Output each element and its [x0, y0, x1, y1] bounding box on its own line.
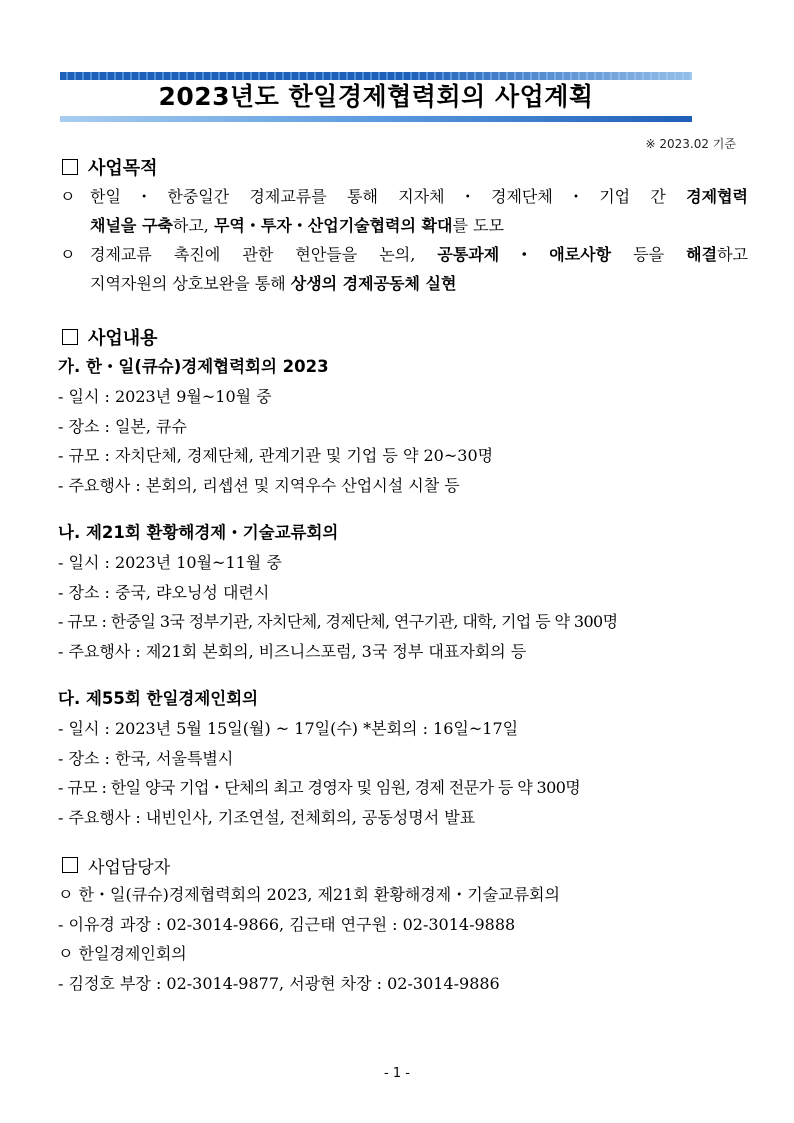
event-detail-line: - 주요행사 : 내빈인사, 기조연설, 전체회의, 공동성명서 발표	[58, 807, 476, 827]
event-title: 다. 제55회 한일경제인회의	[58, 689, 259, 708]
section-content-heading: 사업내용	[58, 322, 748, 352]
event-detail-line: - 일시 : 2023년 9월~10월 중	[58, 387, 272, 406]
contact-line: - 김정호 부장 : 02-3014-9877, 서광현 차장 : 02-3014-9886	[58, 973, 500, 993]
title-top-bar	[60, 72, 692, 80]
contact-line: ㅇ 한일경제인회의	[58, 944, 187, 963]
event-title: 가. 한・일(큐슈)경제협력회의 2023	[58, 357, 329, 376]
basis-date: ※ 2023.02 기준	[645, 137, 736, 151]
event-title: 나. 제21회 환황해경제・기술교류회의	[58, 523, 339, 542]
bullet-circle-icon: ㅇ	[60, 245, 76, 264]
title-bottom-bar	[60, 116, 692, 122]
event-na	[58, 518, 748, 666]
event-detail-line: - 일시 : 2023년 10월~11월 중	[58, 553, 282, 572]
checkbox-square-icon	[62, 159, 78, 175]
event-da	[58, 684, 748, 832]
section-purpose-heading: 사업목적	[58, 152, 748, 182]
document-body	[58, 152, 748, 998]
purpose-bullet-2-line-1: 경제교류 촉진에 관한 현안들을 논의, 공통과제・애로사항 등을 해결하고	[90, 245, 749, 264]
contact-line: - 이유경 과장 : 02-3014-9866, 김근태 연구원 : 02-3014-9888	[58, 914, 516, 934]
event-detail-line: - 장소 : 일본, 큐슈	[58, 416, 187, 436]
event-detail-line: - 일시 : 2023년 5월 15일(월) ~ 17일(수) *본회의 : 16일~17일	[58, 719, 519, 738]
bullet-circle-icon: ㅇ	[60, 187, 76, 206]
purpose-bullet-1-line-2: 채널을 구축하고, 무역・투자・산업기술협력의 확대를 도모	[90, 216, 504, 235]
event-detail-line: - 주요행사 : 본회의, 리셉션 및 지역우수 산업시설 시찰 등	[58, 475, 460, 495]
purpose-bullet-1	[58, 182, 748, 240]
section-contacts-heading: 사업담당자	[58, 850, 748, 880]
purpose-bullet-1-line-1: 한일・한중일간 경제교류를 통해 지자체・경제단체・기업 간 경제협력	[90, 187, 748, 206]
event-ga	[58, 352, 748, 500]
event-detail-line: - 규모 : 한일 양국 기업・단체의 최고 경영자 및 임원, 경제 전문가 등 약 300명	[58, 778, 581, 797]
event-detail-line: - 장소 : 중국, 랴오닝성 대련시	[58, 582, 270, 602]
contact-line: ㅇ 한・일(큐슈)경제협력회의 2023, 제21회 환황해경제・기술교류회의	[58, 885, 560, 904]
checkbox-square-icon	[62, 329, 78, 345]
purpose-bullet-2	[58, 240, 748, 298]
purpose-bullet-2-line-2: 지역자원의 상호보완을 통해 상생의 경제공동체 실현	[90, 274, 457, 293]
event-detail-line: - 규모 : 자치단체, 경제단체, 관계기관 및 기업 등 약 20~30명	[58, 446, 494, 465]
page-number: - 1 -	[384, 1066, 410, 1081]
checkbox-square-icon	[62, 857, 78, 873]
event-detail-line: - 규모 : 한중일 3국 정부기관, 자치단체, 경제단체, 연구기관, 대학, 기업 등 약 300명	[58, 612, 618, 631]
event-detail-line: - 주요행사 : 제21회 본회의, 비즈니스포럼, 3국 정부 대표자회의 등	[58, 641, 527, 661]
event-detail-line: - 장소 : 한국, 서울특별시	[58, 748, 234, 768]
page-title: 2023년도 한일경제협력회의 사업계획	[158, 82, 594, 111]
